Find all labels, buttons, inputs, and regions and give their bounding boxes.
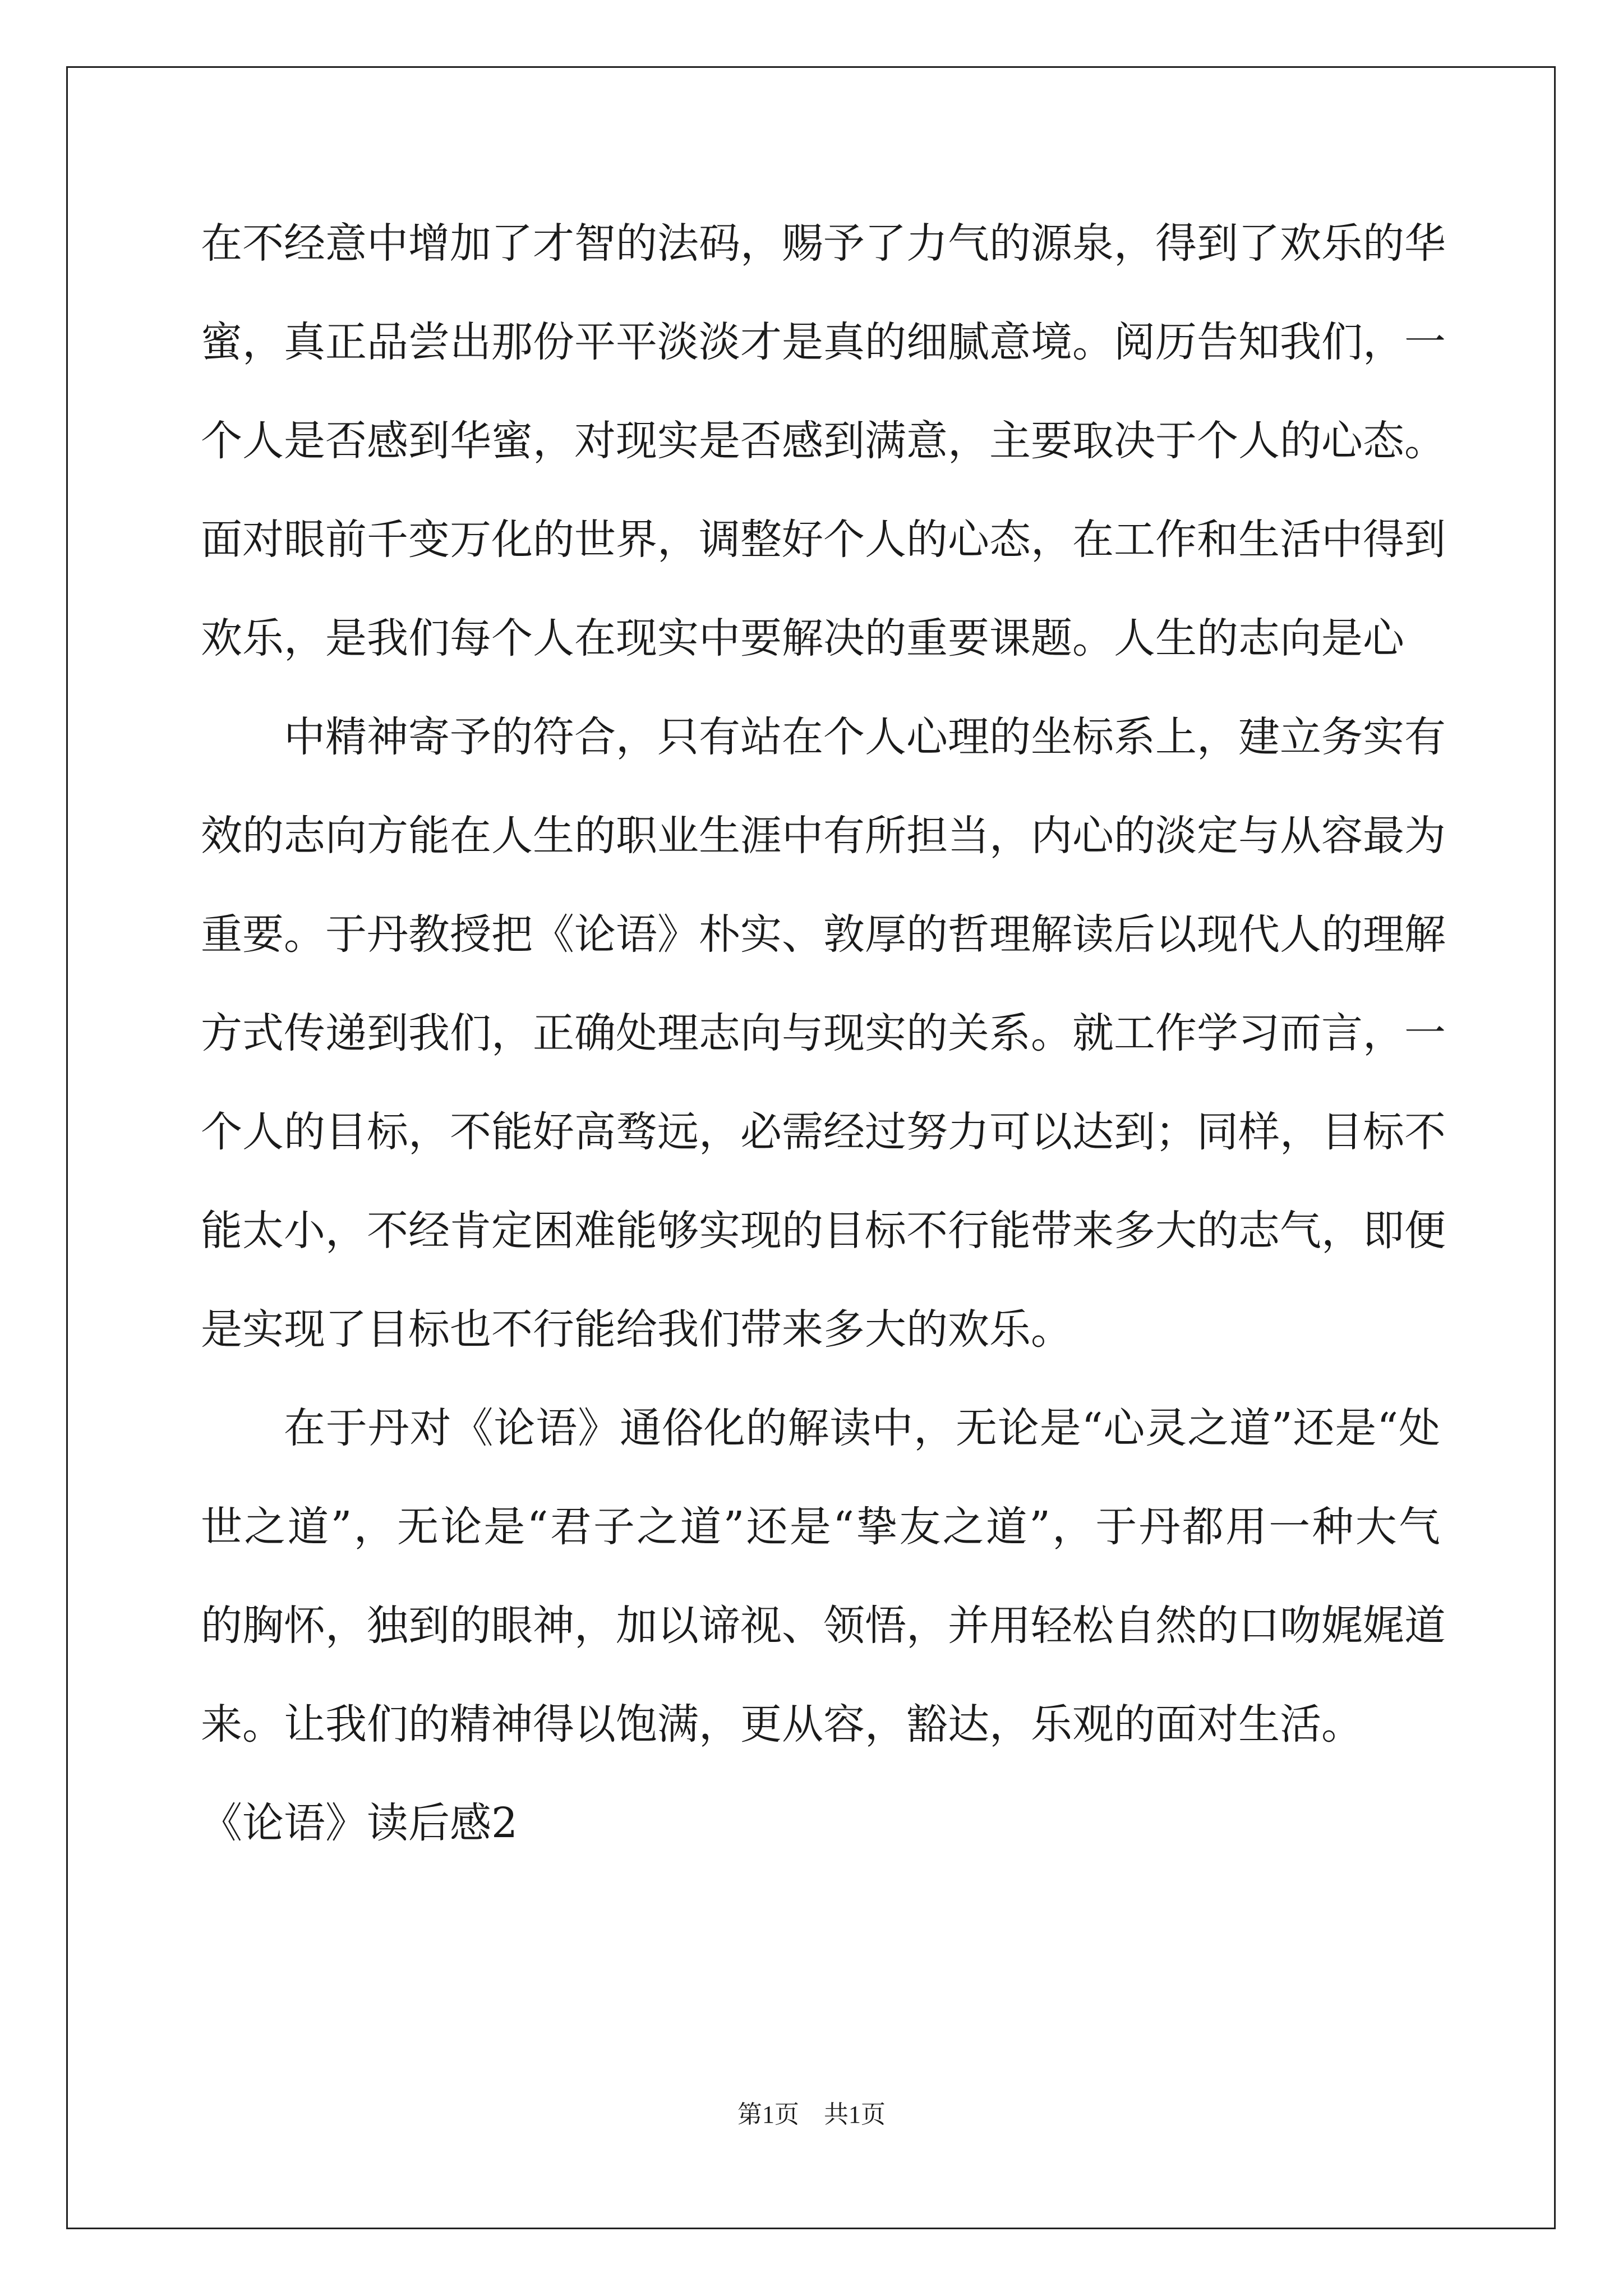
section-heading: 《论语》读后感2	[201, 1799, 518, 1847]
paragraph-line-4: 面对眼前千变万化的世界，调整好个人的心态，在工作和生活中得到	[201, 516, 1446, 564]
paragraph-line-2: 蜜，真正品尝出那份平平淡淡才是真的细腻意境。阅历告知我们，一	[201, 318, 1446, 366]
paragraph-line-16: 来。让我们的精神得以饱满，更从容，豁达，乐观的面对生活。	[201, 1700, 1363, 1749]
paragraph-line-8: 重要。于丹教授把《论语》朴实、敦厚的哲理解读后以现代人的理解	[201, 910, 1446, 959]
paragraph-line-14: 世之道”，无论是“君子之道”还是“挚友之道”，于丹都用一种大气	[201, 1503, 1440, 1551]
paragraph-line-3: 个人是否感到华蜜，对现实是否感到满意，主要取决于个人的心态。	[201, 417, 1446, 465]
paragraph-line-5: 欢乐，是我们每个人在现实中要解决的重要课题。人生的志向是心	[201, 614, 1404, 662]
paragraph-line-7: 效的志向方能在人生的职业生涯中有所担当，内心的淡定与从容最为	[201, 812, 1446, 860]
paragraph-line-11: 能太小，不经肯定困难能够实现的目标不行能带来多大的志气，即便	[201, 1207, 1446, 1255]
paragraph-line-12: 是实现了目标也不行能给我们带来多大的欢乐。	[201, 1305, 1072, 1354]
paragraph-line-1: 在不经意中增加了才智的法码，赐予了力气的源泉，得到了欢乐的华	[201, 219, 1446, 268]
paragraph-line-10: 个人的目标，不能好高骛远，必需经过努力可以达到；同样，目标不	[201, 1108, 1446, 1156]
paragraph-line-15: 的胸怀，独到的眼神，加以谛视、领悟，并用轻松自然的口吻娓娓道	[201, 1602, 1446, 1650]
paragraph-line-6: 中精神寄予的符合，只有站在个人心理的坐标系上，建立务实有	[284, 713, 1446, 761]
paragraph-line-9: 方式传递到我们，正确处理志向与现实的关系。就工作学习而言，一	[201, 1009, 1446, 1057]
page-footer: 第1页 共1页	[737, 2101, 886, 2128]
paragraph-line-13: 在于丹对《论语》通俗化的解读中，无论是“心灵之道”还是“处	[284, 1404, 1440, 1452]
